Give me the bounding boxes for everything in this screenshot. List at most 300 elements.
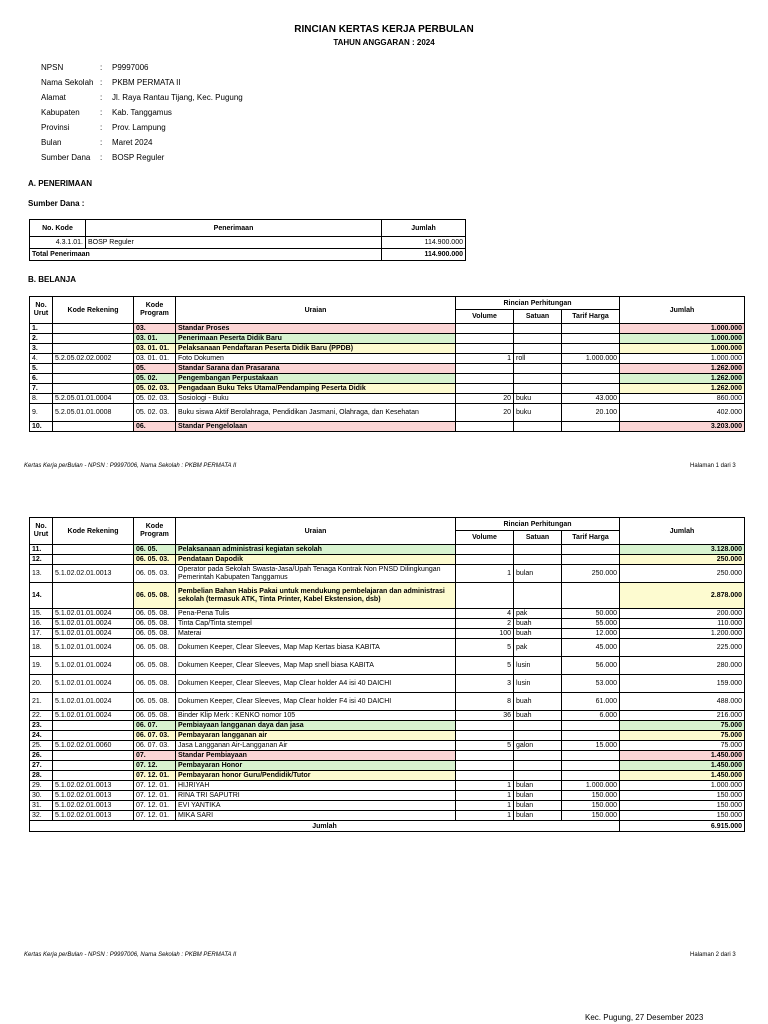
satuan-cell: buku xyxy=(514,394,562,404)
jumlah-cell: 3.128.000 xyxy=(620,545,745,555)
jumlah-cell: 75.000 xyxy=(620,741,745,751)
kode-rekening-cell: 5.1.02.01.01.0024 xyxy=(53,693,134,711)
volume-cell xyxy=(456,761,514,771)
satuan-cell: buah xyxy=(514,619,562,629)
volume-cell xyxy=(456,751,514,761)
no-cell: 7. xyxy=(30,384,53,394)
total-row xyxy=(30,821,745,832)
satuan-cell: bulan xyxy=(514,781,562,791)
table-row xyxy=(30,545,745,555)
table-row xyxy=(30,555,745,565)
volume-cell: 100 xyxy=(456,629,514,639)
satuan-cell xyxy=(514,384,562,394)
no-cell: 29. xyxy=(30,781,53,791)
no-cell: 21. xyxy=(30,693,53,711)
uraian-cell: Binder Klip Merk : KENKO nomor 105 xyxy=(176,711,456,721)
tarif-cell xyxy=(562,555,620,565)
volume-cell: 5 xyxy=(456,657,514,675)
no-cell: 15. xyxy=(30,609,53,619)
kode-program-cell: 07. 12. xyxy=(134,761,176,771)
kode-program-cell: 06. xyxy=(134,422,176,432)
page-title: RINCIAN KERTAS KERJA PERBULAN xyxy=(294,24,474,35)
tarif-cell: 53.000 xyxy=(562,675,620,693)
belanja-body-page-2 xyxy=(30,545,745,821)
kode-program-cell: 07. xyxy=(134,751,176,761)
no-cell: 24. xyxy=(30,731,53,741)
volume-cell: 5 xyxy=(456,741,514,751)
no-cell: 8. xyxy=(30,394,53,404)
kode-program-cell: 06. 07. 03. xyxy=(134,741,176,751)
tarif-cell: 43.000 xyxy=(562,394,620,404)
uraian-cell: Sosiologi - Buku xyxy=(176,394,456,404)
kode-program-cell: 05. xyxy=(134,364,176,374)
header-penerimaan: Penerimaan xyxy=(86,220,382,237)
jumlah-cell: 200.000 xyxy=(620,609,745,619)
no-cell: 16. xyxy=(30,619,53,629)
table-row xyxy=(30,422,745,432)
header-tarif: Tarif Harga xyxy=(562,531,620,545)
no-cell: 32. xyxy=(30,811,53,821)
tarif-cell xyxy=(562,324,620,334)
header-kode-rekening: Kode Rekening xyxy=(53,297,134,324)
total-label: Jumlah xyxy=(30,821,620,832)
jumlah-cell: 1.000.000 xyxy=(620,354,745,364)
info-colon: : xyxy=(100,108,103,117)
uraian-cell: RINA TRI SAPUTRI xyxy=(176,791,456,801)
volume-cell: 4 xyxy=(456,609,514,619)
tarif-cell: 61.000 xyxy=(562,693,620,711)
table-row xyxy=(30,711,745,721)
info-colon: : xyxy=(100,138,103,147)
header-uraian: Uraian xyxy=(176,518,456,545)
no-cell: 3. xyxy=(30,344,53,354)
kode-rekening-cell xyxy=(53,751,134,761)
info-row-alamat xyxy=(41,93,243,108)
kode-program-cell: 06. 05. xyxy=(134,545,176,555)
header-rincian: Rincian Perhitungan xyxy=(456,518,620,531)
table-row xyxy=(30,771,745,781)
total-value: 114.900.000 xyxy=(382,249,466,261)
kode-rekening-cell xyxy=(53,555,134,565)
uraian-cell: Jasa Langganan Air-Langganan Air xyxy=(176,741,456,751)
tarif-cell xyxy=(562,721,620,731)
table-row xyxy=(30,344,745,354)
no-cell: 19. xyxy=(30,657,53,675)
no-cell: 30. xyxy=(30,791,53,801)
info-value: Maret 2024 xyxy=(112,138,153,147)
kode-program-cell: 05. 02. 03. xyxy=(134,404,176,422)
tarif-cell: 1.000.000 xyxy=(562,781,620,791)
table-row xyxy=(30,619,745,629)
footer-left: Kertas Kerja perBulan - NPSN : P9997006, Nama Sekolah : PKBM PERMATA II xyxy=(24,463,237,469)
uraian-cell: Pendataan Dapodik xyxy=(176,555,456,565)
table-row xyxy=(30,565,745,583)
kode-rekening-cell xyxy=(53,731,134,741)
header-no-urut: No. Urut xyxy=(30,518,53,545)
jumlah-cell: 1.000.000 xyxy=(620,324,745,334)
uraian-cell: Penerimaan Peserta Didik Baru xyxy=(176,334,456,344)
header-kode-program: Kode Program xyxy=(134,297,176,324)
kode-program-cell: 06. 05. 08. xyxy=(134,639,176,657)
table-row xyxy=(30,404,745,422)
uraian-cell: Pembayaran honor Guru/Pendidik/Tutor xyxy=(176,771,456,781)
satuan-cell xyxy=(514,545,562,555)
table-row xyxy=(30,801,745,811)
kode-rekening-cell: 5.2.05.01.01.0008 xyxy=(53,404,134,422)
uraian-cell: Pelaksanaan administrasi kegiatan sekolah xyxy=(176,545,456,555)
table-row xyxy=(30,384,745,394)
tarif-cell: 150.000 xyxy=(562,811,620,821)
uraian-cell: Pelaksanaan Pendaftaran Peserta Didik Baru (PPDB) xyxy=(176,344,456,354)
kode-program-cell: 07. 12. 01. xyxy=(134,781,176,791)
no-cell: 2. xyxy=(30,334,53,344)
no-cell: 1. xyxy=(30,324,53,334)
kode-program-cell: 03. 01. 01. xyxy=(134,344,176,354)
kode-rekening-cell xyxy=(53,364,134,374)
jumlah-cell: 250.000 xyxy=(620,555,745,565)
tarif-cell: 1.000.000 xyxy=(562,354,620,364)
info-value: PKBM PERMATA II xyxy=(112,78,181,87)
satuan-cell xyxy=(514,422,562,432)
tarif-cell xyxy=(562,374,620,384)
satuan-cell xyxy=(514,344,562,354)
belanja-table-page-1 xyxy=(29,296,745,432)
kode-program-cell: 05. 02. 03. xyxy=(134,394,176,404)
info-label: NPSN xyxy=(41,63,64,72)
table-row xyxy=(30,675,745,693)
header-kode-program: Kode Program xyxy=(134,518,176,545)
volume-cell: 2 xyxy=(456,619,514,629)
jumlah-cell: 1.450.000 xyxy=(620,761,745,771)
satuan-cell: bulan xyxy=(514,811,562,821)
table-row xyxy=(30,751,745,761)
kode-program-cell: 06. 05. 08. xyxy=(134,675,176,693)
volume-cell: 5 xyxy=(456,639,514,657)
info-label: Nama Sekolah xyxy=(41,78,94,87)
uraian-cell: Pembiayaan langganan daya dan jasa xyxy=(176,721,456,731)
table-row xyxy=(30,354,745,364)
volume-cell: 1 xyxy=(456,791,514,801)
kode-program-cell: 07. 12. 01. xyxy=(134,791,176,801)
volume-cell xyxy=(456,334,514,344)
jumlah-cell: 1.450.000 xyxy=(620,771,745,781)
info-row-sumber-dana xyxy=(41,153,243,168)
volume-cell: 8 xyxy=(456,693,514,711)
satuan-cell xyxy=(514,583,562,609)
jumlah-cell: 114.900.000 xyxy=(382,237,466,249)
header-tarif: Tarif Harga xyxy=(562,310,620,324)
volume-cell: 1 xyxy=(456,811,514,821)
kode-program-cell: 06. 05. 08. xyxy=(134,583,176,609)
kode-program-cell: 06. 05. 08. xyxy=(134,609,176,619)
tarif-cell: 150.000 xyxy=(562,801,620,811)
table-row xyxy=(30,609,745,619)
volume-cell xyxy=(456,344,514,354)
satuan-cell xyxy=(514,364,562,374)
table-row xyxy=(30,811,745,821)
tarif-cell: 45.000 xyxy=(562,639,620,657)
kode-rekening-cell: 5.2.05.01.01.0004 xyxy=(53,394,134,404)
section-penerimaan-title: A. PENERIMAAN xyxy=(28,179,93,188)
footer-page-number: Halaman 2 dari 3 xyxy=(690,952,736,958)
satuan-cell: buah xyxy=(514,693,562,711)
satuan-cell: buah xyxy=(514,711,562,721)
info-row-bulan xyxy=(41,138,243,153)
uraian-cell: Foto Dokumen xyxy=(176,354,456,364)
section-belanja-title: B. BELANJA xyxy=(28,275,77,284)
uraian-cell: Dokumen Keeper, Clear Sleeves, Map Clear holder A4 isi 40 DAICHI xyxy=(176,675,456,693)
satuan-cell xyxy=(514,721,562,731)
kode-program-cell: 06. 07. 03. xyxy=(134,731,176,741)
volume-cell xyxy=(456,731,514,741)
no-cell: 4. xyxy=(30,354,53,364)
uraian-cell: Pembayaran langganan air xyxy=(176,731,456,741)
table-row xyxy=(30,324,745,334)
total-row xyxy=(30,249,466,261)
jumlah-cell: 1.000.000 xyxy=(620,344,745,354)
satuan-cell xyxy=(514,761,562,771)
tarif-cell: 150.000 xyxy=(562,791,620,801)
volume-cell: 1 xyxy=(456,565,514,583)
table-row xyxy=(30,639,745,657)
tarif-cell: 20.100 xyxy=(562,404,620,422)
uraian-cell: Pembayaran Honor xyxy=(176,761,456,771)
kode-program-cell: 07. 12. 01. xyxy=(134,801,176,811)
info-row-nama-sekolah xyxy=(41,78,243,93)
kode-rekening-cell: 5.1.02.01.01.0024 xyxy=(53,657,134,675)
tarif-cell: 50.000 xyxy=(562,609,620,619)
kode-program-cell: 06. 05. 08. xyxy=(134,619,176,629)
kode-rekening-cell: 5.1.02.02.01.0013 xyxy=(53,811,134,821)
jumlah-cell: 3.203.000 xyxy=(620,422,745,432)
volume-cell xyxy=(456,324,514,334)
no-cell: 9. xyxy=(30,404,53,422)
header-satuan: Satuan xyxy=(514,310,562,324)
kode-program-cell: 06. 07. xyxy=(134,721,176,731)
volume-cell: 3 xyxy=(456,675,514,693)
volume-cell xyxy=(456,422,514,432)
uraian-cell: Dokumen Keeper, Clear Sleeves, Map Clear holder F4 isi 40 DAICHI xyxy=(176,693,456,711)
info-colon: : xyxy=(100,123,103,132)
jumlah-cell: 75.000 xyxy=(620,721,745,731)
volume-cell: 1 xyxy=(456,354,514,364)
kode-program-cell: 06. 05. 03. xyxy=(134,565,176,583)
satuan-cell: lusin xyxy=(514,675,562,693)
total-label: Total Penerimaan xyxy=(30,249,382,261)
jumlah-cell: 159.000 xyxy=(620,675,745,693)
header-no-urut: No. Urut xyxy=(30,297,53,324)
volume-cell xyxy=(456,721,514,731)
no-cell: 12. xyxy=(30,555,53,565)
info-value: Prov. Lampung xyxy=(112,123,166,132)
uraian-cell: Standar Pembiayaan xyxy=(176,751,456,761)
satuan-cell: buku xyxy=(514,404,562,422)
no-cell: 11. xyxy=(30,545,53,555)
volume-cell xyxy=(456,771,514,781)
uraian-cell: Standar Pengelolaan xyxy=(176,422,456,432)
volume-cell: 36 xyxy=(456,711,514,721)
kode-program-cell: 07. 12. 01. xyxy=(134,811,176,821)
satuan-cell: buah xyxy=(514,629,562,639)
jumlah-cell: 150.000 xyxy=(620,801,745,811)
tarif-cell xyxy=(562,384,620,394)
jumlah-cell: 150.000 xyxy=(620,811,745,821)
header-jumlah: Jumlah xyxy=(382,220,466,237)
table-row xyxy=(30,693,745,711)
tarif-cell xyxy=(562,344,620,354)
tarif-cell xyxy=(562,751,620,761)
kode-rekening-cell: 5.1.02.01.01.0024 xyxy=(53,711,134,721)
uraian-cell: Pena-Pena Tulis xyxy=(176,609,456,619)
uraian-cell: Dokumen Keeper, Clear Sleeves, Map Map snell biasa KABITA xyxy=(176,657,456,675)
tarif-cell xyxy=(562,364,620,374)
tarif-cell: 56.000 xyxy=(562,657,620,675)
header-volume: Volume xyxy=(456,310,514,324)
table-row xyxy=(30,781,745,791)
info-row-kabupaten xyxy=(41,108,243,123)
jumlah-cell: 1.200.000 xyxy=(620,629,745,639)
kode-rekening-cell: 5.1.02.02.01.0013 xyxy=(53,791,134,801)
satuan-cell xyxy=(514,374,562,384)
no-cell: 14. xyxy=(30,583,53,609)
kode-program-cell: 06. 05. 08. xyxy=(134,693,176,711)
kode-rekening-cell xyxy=(53,324,134,334)
info-row-npsn xyxy=(41,63,243,78)
kode-rekening-cell: 5.1.02.01.01.0024 xyxy=(53,609,134,619)
jumlah-cell: 1.000.000 xyxy=(620,334,745,344)
tarif-cell xyxy=(562,583,620,609)
kode-cell: 4.3.1.01. xyxy=(30,237,86,249)
info-row-provinsi xyxy=(41,123,243,138)
kode-program-cell: 05. 02. xyxy=(134,374,176,384)
tarif-cell: 250.000 xyxy=(562,565,620,583)
penerimaan-table xyxy=(29,219,466,261)
kode-rekening-cell: 5.1.02.01.01.0024 xyxy=(53,675,134,693)
info-label: Kabupaten xyxy=(41,108,80,117)
kode-program-cell: 06. 05. 08. xyxy=(134,711,176,721)
uraian-cell: Pengembangan Perpustakaan xyxy=(176,374,456,384)
tarif-cell xyxy=(562,545,620,555)
jumlah-cell: 75.000 xyxy=(620,731,745,741)
info-value: P9997006 xyxy=(112,63,149,72)
kode-program-cell: 06. 05. 03. xyxy=(134,555,176,565)
volume-cell: 1 xyxy=(456,801,514,811)
satuan-cell: roll xyxy=(514,354,562,364)
jumlah-cell: 280.000 xyxy=(620,657,745,675)
satuan-cell: pak xyxy=(514,639,562,657)
jumlah-cell: 1.000.000 xyxy=(620,781,745,791)
kode-rekening-cell xyxy=(53,374,134,384)
kode-program-cell: 06. 05. 08. xyxy=(134,629,176,639)
table-row xyxy=(30,583,745,609)
kode-rekening-cell xyxy=(53,721,134,731)
jumlah-cell: 2.878.000 xyxy=(620,583,745,609)
school-info xyxy=(41,63,243,168)
volume-cell xyxy=(456,555,514,565)
kode-rekening-cell xyxy=(53,761,134,771)
belanja-table-page-2 xyxy=(29,517,745,832)
table-row xyxy=(30,374,745,384)
info-label: Bulan xyxy=(41,138,62,147)
header-kode-rekening: Kode Rekening xyxy=(53,518,134,545)
info-value: Jl. Raya Rantau Tijang, Kec. Pugung xyxy=(112,93,243,102)
volume-cell xyxy=(456,384,514,394)
info-colon: : xyxy=(100,93,103,102)
total-value: 6.915.000 xyxy=(620,821,745,832)
header-no-kode: No. Kode xyxy=(30,220,86,237)
kode-rekening-cell: 5.1.02.01.01.0024 xyxy=(53,619,134,629)
table-row xyxy=(30,629,745,639)
kode-rekening-cell xyxy=(53,384,134,394)
no-cell: 18. xyxy=(30,639,53,657)
jumlah-cell: 150.000 xyxy=(620,791,745,801)
no-cell: 20. xyxy=(30,675,53,693)
kode-rekening-cell: 5.1.02.02.01.0060 xyxy=(53,741,134,751)
info-label: Alamat xyxy=(41,93,66,102)
satuan-cell xyxy=(514,555,562,565)
tarif-cell: 55.000 xyxy=(562,619,620,629)
no-cell: 10. xyxy=(30,422,53,432)
no-cell: 31. xyxy=(30,801,53,811)
uraian-cell: HIJRIYAH xyxy=(176,781,456,791)
satuan-cell: lusin xyxy=(514,657,562,675)
kode-rekening-cell xyxy=(53,334,134,344)
jumlah-cell: 402.000 xyxy=(620,404,745,422)
no-cell: 5. xyxy=(30,364,53,374)
kode-program-cell: 06. 05. 08. xyxy=(134,657,176,675)
jumlah-cell: 250.000 xyxy=(620,565,745,583)
no-cell: 17. xyxy=(30,629,53,639)
footer-page-number: Halaman 1 dari 3 xyxy=(690,463,736,469)
table-row xyxy=(30,791,745,801)
satuan-cell xyxy=(514,731,562,741)
header-rincian: Rincian Perhitungan xyxy=(456,297,620,310)
kode-rekening-cell: 5.1.02.02.01.0013 xyxy=(53,781,134,791)
no-cell: 27. xyxy=(30,761,53,771)
kode-program-cell: 07. 12. 01. xyxy=(134,771,176,781)
volume-cell: 20 xyxy=(456,394,514,404)
satuan-cell: pak xyxy=(514,609,562,619)
jumlah-cell: 110.000 xyxy=(620,619,745,629)
signature-place-date: Kec. Pugung, 27 Desember 2023 xyxy=(585,1013,704,1022)
kode-rekening-cell xyxy=(53,422,134,432)
volume-cell xyxy=(456,364,514,374)
table-row xyxy=(30,334,745,344)
jumlah-cell: 1.262.000 xyxy=(620,364,745,374)
kode-rekening-cell xyxy=(53,545,134,555)
belanja-body-page-1 xyxy=(30,324,745,432)
table-row xyxy=(30,731,745,741)
kode-rekening-cell xyxy=(53,583,134,609)
no-cell: 22. xyxy=(30,711,53,721)
kode-program-cell: 03. 01. 01. xyxy=(134,354,176,364)
jumlah-cell: 860.000 xyxy=(620,394,745,404)
table-row xyxy=(30,657,745,675)
jumlah-cell: 1.450.000 xyxy=(620,751,745,761)
satuan-cell: bulan xyxy=(514,801,562,811)
volume-cell: 20 xyxy=(456,404,514,422)
volume-cell xyxy=(456,583,514,609)
kode-rekening-cell: 5.1.02.01.01.0024 xyxy=(53,629,134,639)
jumlah-cell: 1.262.000 xyxy=(620,384,745,394)
info-value: Kab. Tanggamus xyxy=(112,108,172,117)
jumlah-cell: 1.262.000 xyxy=(620,374,745,384)
volume-cell: 1 xyxy=(456,781,514,791)
jumlah-cell: 225.000 xyxy=(620,639,745,657)
no-cell: 6. xyxy=(30,374,53,384)
footer-left: Kertas Kerja perBulan - NPSN : P9997006, Nama Sekolah : PKBM PERMATA II xyxy=(24,952,237,958)
info-label: Sumber Dana xyxy=(41,153,91,162)
